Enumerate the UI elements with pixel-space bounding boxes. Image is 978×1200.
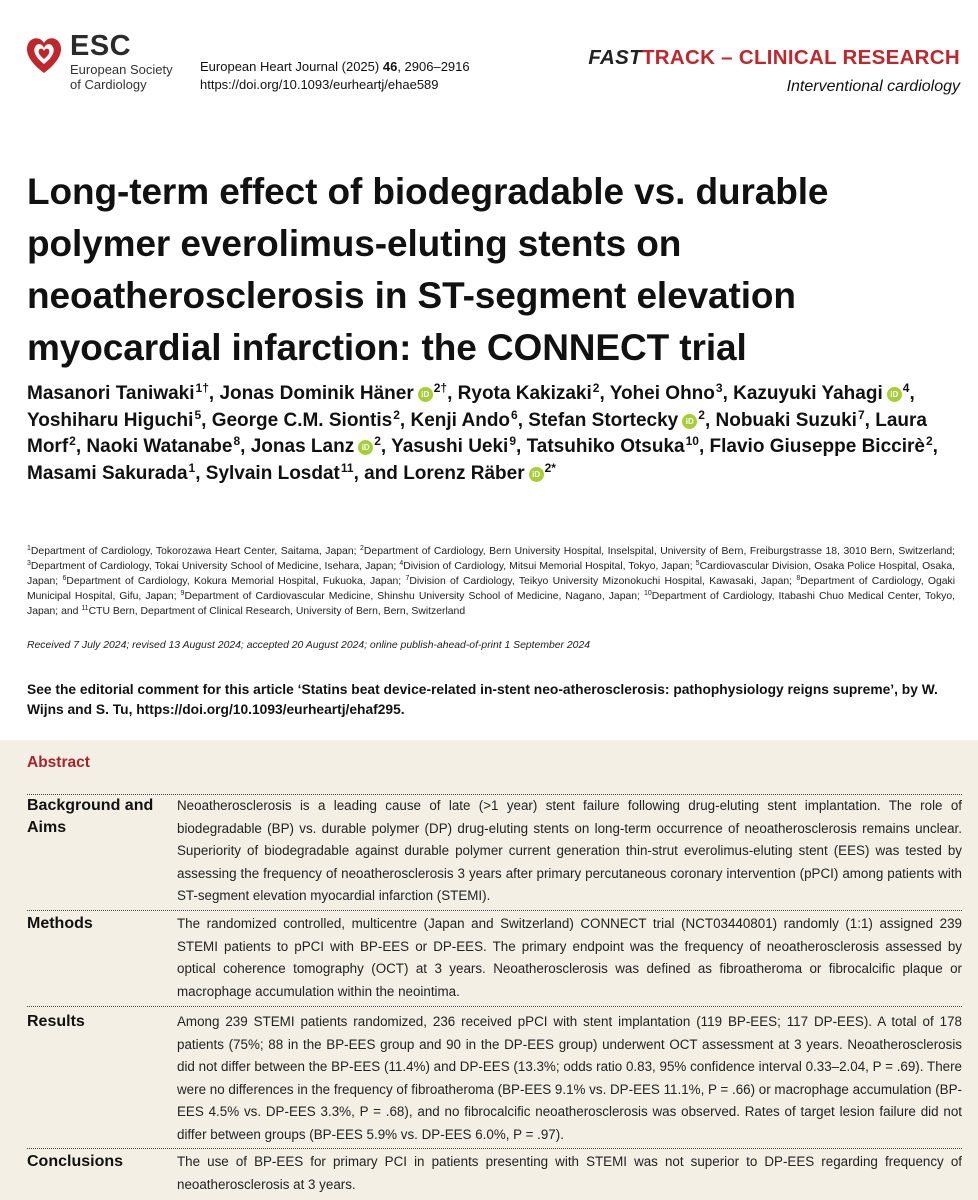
author-affiliation-marker: 11 (340, 460, 354, 475)
orcid-icon[interactable]: iD (358, 440, 373, 455)
abstract-label: Conclusions (27, 1153, 124, 1170)
affiliation-number: 6 (62, 574, 67, 582)
fasttrack-track: TRACK – CLINICAL RESEARCH (641, 46, 960, 69)
affiliation-number: 7 (405, 574, 410, 582)
esc-logo[interactable] (24, 30, 173, 92)
author-separator: , and (353, 462, 398, 484)
author-separator: , (447, 383, 453, 404)
author (205, 460, 398, 484)
affiliation-number: 11 (81, 604, 89, 612)
abstract-text: The randomized controlled, multicentre (Japan and Switzerland) CONNECT trial (NCT03440801) randomly (1:1) assigned 239 STEMI patients to pPCI with BP-EES or DP-EES. The primary endpoint was the frequency of neoatherosclerosis assessed by optical coherence tomography (OCT) at 3 years. Neoatherosclerosis was defined as fibroatheroma or fibrocalcific plaque or macrophage accumulation within the neointima. (177, 916, 962, 999)
author-separator: , (599, 383, 605, 404)
separator (27, 1148, 962, 1149)
journal-pages: , 2906–2916 (397, 59, 470, 74)
author-separator: , (195, 462, 201, 484)
author (610, 383, 728, 404)
author-name: Laura Morf (27, 409, 927, 457)
author-name: Flavio Giuseppe Biccirè (709, 436, 925, 457)
affiliation-number: 5 (695, 559, 700, 567)
author-separator: , (909, 383, 915, 404)
author-separator: , (380, 436, 387, 457)
abstract-text: Neoatherosclerosis is a leading cause of late (>1 year) stent failure following drug-eluting stent implantation. The role of biodegradable (BP) vs. durable polymer (DP) drug-eluting stents on long-term occurrence of neoatherosclerosis remains unclear. Superiority of biodegradable against durable polymer current generation thin-strut everolimus-eluting stent (EES) was tested by assessing the frequency of neoatherosclerosis 3 years after primary percutaneous coronary intervention (pPCI) among patients with ST-segment elevation myocardial infarction (STEMI). (177, 798, 962, 904)
logo-line-2: of Cardiology (70, 77, 147, 92)
affiliation-text: Department of Cardiovascular Medicine, Shinshu University School of Medicine, Nagano, Japan; (184, 590, 644, 602)
affiliation-text: Department of Cardiology, Ogaki Municipal Hospital, Gifu, Japan; (27, 575, 956, 602)
affiliation-text: Department of Cardiology, Tokai University School of Medicine, Isehara, Japan; (30, 560, 400, 572)
fasttrack-banner (588, 46, 960, 70)
author-affiliation-marker: 9 (509, 434, 517, 448)
author-affiliation-marker: 3 (715, 381, 723, 395)
author-separator: , (208, 383, 215, 404)
author-affiliation-marker: 2 (925, 434, 933, 448)
journal-name: European Heart Journal (2025) (200, 59, 380, 74)
orcid-icon[interactable]: iD (682, 414, 697, 429)
orcid-icon[interactable]: iD (529, 467, 544, 482)
affiliation-text: CTU Bern, Department of Clinical Research, University of Bern, Bern, Switzerland (88, 605, 466, 617)
logo-line-1: European Society (70, 62, 173, 77)
author-affiliation-marker: 2 (592, 381, 600, 395)
author-name: Sylvain Losdat (205, 462, 340, 484)
author-name: Jonas Dominik Häner (219, 383, 414, 404)
author-affiliation-marker: 1 (188, 460, 196, 475)
author-name: George C.M. Siontis (211, 409, 393, 431)
author-affiliation-marker: 10 (685, 434, 699, 448)
section-label: Interventional cardiology (786, 78, 960, 95)
author-affiliation-marker: 2 (698, 407, 705, 422)
author-name: Yoshiharu Higuchi (27, 409, 194, 431)
author-separator: , (240, 436, 246, 457)
heart-logo-icon (24, 33, 64, 77)
author-name: Nobuaki Suzuki (715, 409, 857, 431)
affiliation-number: 10 (643, 589, 652, 597)
author (527, 436, 705, 457)
journal-volume: 46 (382, 59, 398, 74)
author-separator: , (698, 436, 705, 457)
author-name: Jonas Lanz (250, 436, 355, 457)
author-affiliation-marker: 2* (544, 460, 556, 475)
author-name: Stefan Stortecky (528, 409, 679, 431)
author-affiliation-marker: 1† (195, 381, 209, 395)
author (211, 407, 406, 431)
affiliation-text: Division of Cardiology, Mitsui Memorial Hospital, Tokyo, Japan; (403, 560, 696, 572)
separator (27, 910, 962, 911)
author-name: Kazuyuki Yahagi (733, 383, 883, 404)
affiliation-number: 1 (27, 545, 31, 552)
abstract-label: Background and Aims (27, 797, 154, 836)
author (86, 436, 245, 457)
article-title: Long-term effect of biodegradable vs. durable polymer everolimus-eluting stents on neoatherosclerosis in ST-segment elevation myocardial infarction: the CONNECT trial (27, 171, 829, 368)
affiliations (27, 545, 955, 620)
author-affiliation-marker: 5 (194, 407, 202, 422)
editorial-comment[interactable]: See the editorial comment for this article ‘Statins beat device-related in-stent neo-atherosclerosis: pathophysiology reigns supreme’, by W. Wijns and S. Tu, https://doi.org/10.1093/eurheartj/ehaf295. (27, 682, 938, 717)
author-affiliation-marker: 2 (69, 434, 76, 448)
affiliation-text: Department of Cardiology, Bern University Hospital, Inselspital, University of Bern, Freiburgstrasse 18, 3010 Bern, Switzerland; (363, 546, 956, 557)
author (27, 383, 214, 404)
affiliation-number: 4 (399, 559, 404, 567)
abstract-title: Abstract (27, 754, 90, 771)
author-separator: , (75, 436, 82, 457)
affiliation-text: Department of Cardiology, Itabashi Chuo Medical Center, Tokyo, Japan; and (27, 590, 956, 617)
author-affiliation-marker: 4 (902, 381, 910, 395)
author-name: Ryota Kakizaki (457, 383, 592, 404)
author (219, 383, 452, 404)
affiliation-text: Division of Cardiology, Teikyo University Mizonokuchi Hospital, Kawasaki, Japan; (409, 575, 797, 587)
author-affiliation-marker: 2 (374, 434, 381, 448)
author (715, 407, 870, 431)
author-name: Lorenz Räber (403, 462, 525, 484)
author (251, 436, 386, 457)
author-affiliation-marker: 6 (511, 407, 518, 422)
author (710, 436, 938, 457)
author-affiliation-marker: 7 (857, 407, 865, 422)
orcid-icon[interactable]: iD (887, 387, 902, 402)
author-name: Masami Sakurada (27, 462, 188, 484)
affiliation-number: 2 (360, 545, 364, 552)
author-separator: , (864, 409, 870, 431)
author (410, 407, 524, 431)
article-history: Received 7 July 2024; revised 13 August 2024; accepted 20 August 2024; online publish-ahead-of-print 1 September 2024 (27, 640, 591, 651)
author (733, 383, 915, 404)
affiliation-number: 9 (180, 589, 185, 597)
author-name: Yasushi Ueki (391, 436, 509, 457)
author-separator: , (722, 383, 728, 404)
author-name: Kenji Ando (410, 409, 511, 431)
journal-citation (200, 58, 470, 94)
affiliation-text: Department of Cardiology, Tokorozawa Heart Center, Saitama, Japan; (30, 546, 361, 557)
author-separator: , (517, 409, 524, 431)
author (403, 460, 556, 484)
author-affiliation-marker: 8 (233, 434, 241, 448)
journal-doi-link[interactable]: https://doi.org/10.1093/eurheartj/ehae589 (200, 77, 439, 92)
abstract-label: Methods (27, 915, 93, 932)
author-name: Naoki Watanabe (86, 436, 233, 457)
author-name: Yohei Ohno (609, 383, 715, 404)
affiliation-number: 3 (27, 559, 31, 567)
author-separator: , (516, 436, 522, 457)
author-name: Masanori Taniwaki (27, 383, 195, 404)
author (458, 383, 605, 404)
separator (27, 1006, 962, 1007)
author-affiliation-marker: 2 (393, 407, 400, 422)
author (391, 436, 521, 457)
abstract-text: Among 239 STEMI patients randomized, 236 received pPCI with stent implantation (119 BP-EES; 117 DP-EES). A total of 178 patients (75%; 88 in the BP-EES group and 90 in the DP-EES group) underwent OCT assessment at 3 years. Neoatherosclerosis did not differ between the BP-EES (11.4%) and DP-EES (13.3%; odds ratio 0.83, 95% confidence interval 0.33–2.04, P = .69). There were no differences in the frequency of fibroatheroma (BP-EES 9.1% vs. DP-EES 11.1%, P = .66) or macrophage accumulation (BP-EES 4.5% vs. DP-EES 3.3%, P = .68), and no fibrocalcific neoatherosclerosis was observed. Rates of target lesion failure did not differ between groups (BP-EES 5.9% vs. DP-EES 6.0%, P = .97). (177, 1014, 962, 1142)
author (528, 407, 711, 431)
author-list (27, 381, 962, 487)
author (27, 460, 201, 484)
logo-acronym: ESC (70, 30, 132, 62)
author-separator: , (932, 436, 938, 457)
fasttrack-fast: FAST (588, 46, 642, 69)
author-separator: , (704, 409, 711, 431)
abstract-text: The use of BP-EES for primary PCI in patients presenting with STEMI was not superior to DP-EES regarding frequency of neoatherosclerosis at 3 years. (177, 1154, 962, 1192)
author-affiliation-marker: 2† (433, 381, 448, 395)
orcid-icon[interactable]: iD (418, 387, 433, 402)
affiliation-text: Department of Cardiology, Kokura Memorial Hospital, Fukuoka, Japan; (66, 575, 406, 587)
author-name: Tatsuhiko Otsuka (526, 436, 685, 457)
author (27, 407, 207, 431)
author-separator: , (201, 409, 207, 431)
affiliation-number: 8 (796, 574, 801, 582)
abstract-label: Results (27, 1013, 85, 1030)
affiliation-text: Cardiovascular Division, Osaka Police Hospital, Osaka, Japan; (27, 560, 955, 587)
author-separator: , (399, 409, 406, 431)
